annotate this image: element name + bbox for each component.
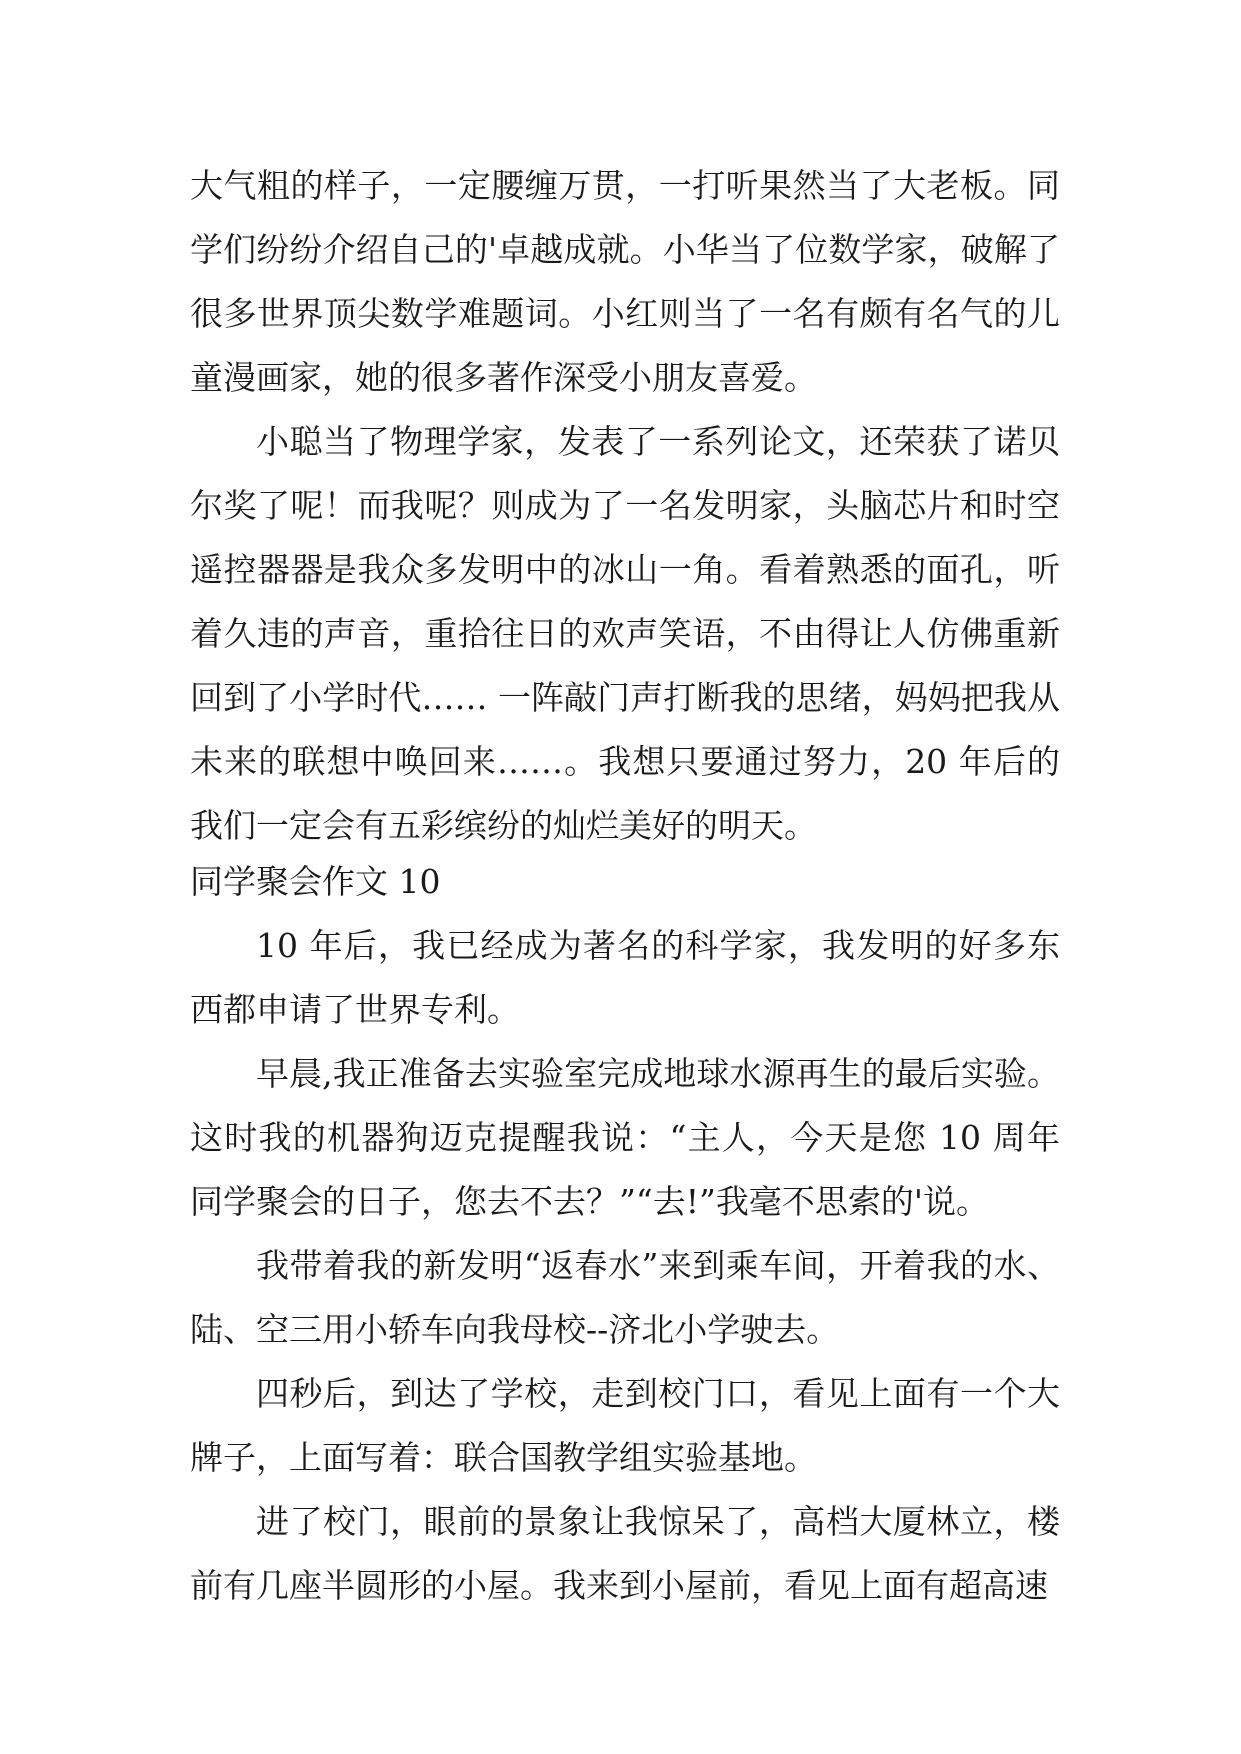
text-section-bottom [190, 850, 1060, 1618]
section-heading: 同学聚会作文 10 [190, 862, 441, 901]
paragraph: 小聪当了物理学家，发表了一系列论文，还荣获了诺贝尔奖了呢！而我呢？则成为了一名发明家，头脑芯片和时空遥控器器是我众多发明中的冰山一角。看着熟悉的面孔，听着久违的声音，重拾往日的欢声笑语，不由得让人仿佛重新回到了小学时代…… 一阵敲门声打断我的思绪，妈妈把我从未来的联想中唤回来……。我想只要通过努力，20 年后的我们一定会有五彩缤纷的灿烂美好的明天。 [190, 422, 1060, 845]
text-section-top [190, 154, 1060, 858]
paragraph: 大气粗的样子，一定腰缠万贯，一打听果然当了大老板。同学们纷纷介绍自己的'卓越成就。小华当了位数学家，破解了很多世界顶尖数学难题词。小红则当了一名有颇有名气的儿童漫画家，她的很多著作深受小朋友喜爱。 [190, 166, 1060, 397]
paragraph: 早晨,我正准备去实验室完成地球水源再生的最后实验。这时我的机器狗迈克提醒我说：“主人，今天是您 10 周年同学聚会的日子，您去不去？”“去!”我毫不思索的'说。 [190, 1054, 1060, 1221]
paragraph: 四秒后，到达了学校，走到校门口，看见上面有一个大牌子，上面写着：联合国教学组实验基地。 [190, 1374, 1060, 1477]
paragraph: 我带着我的新发明“返春水”来到乘车间，开着我的水、陆、空三用小轿车向我母校--济北小学驶去。 [190, 1246, 1060, 1349]
paragraph: 10 年后，我已经成为著名的科学家，我发明的好多东西都申请了世界专利。 [190, 926, 1060, 1029]
paragraph: 进了校门，眼前的景象让我惊呆了，高档大厦林立，楼前有几座半圆形的小屋。我来到小屋前，看见上面有超高速 [190, 1502, 1060, 1605]
